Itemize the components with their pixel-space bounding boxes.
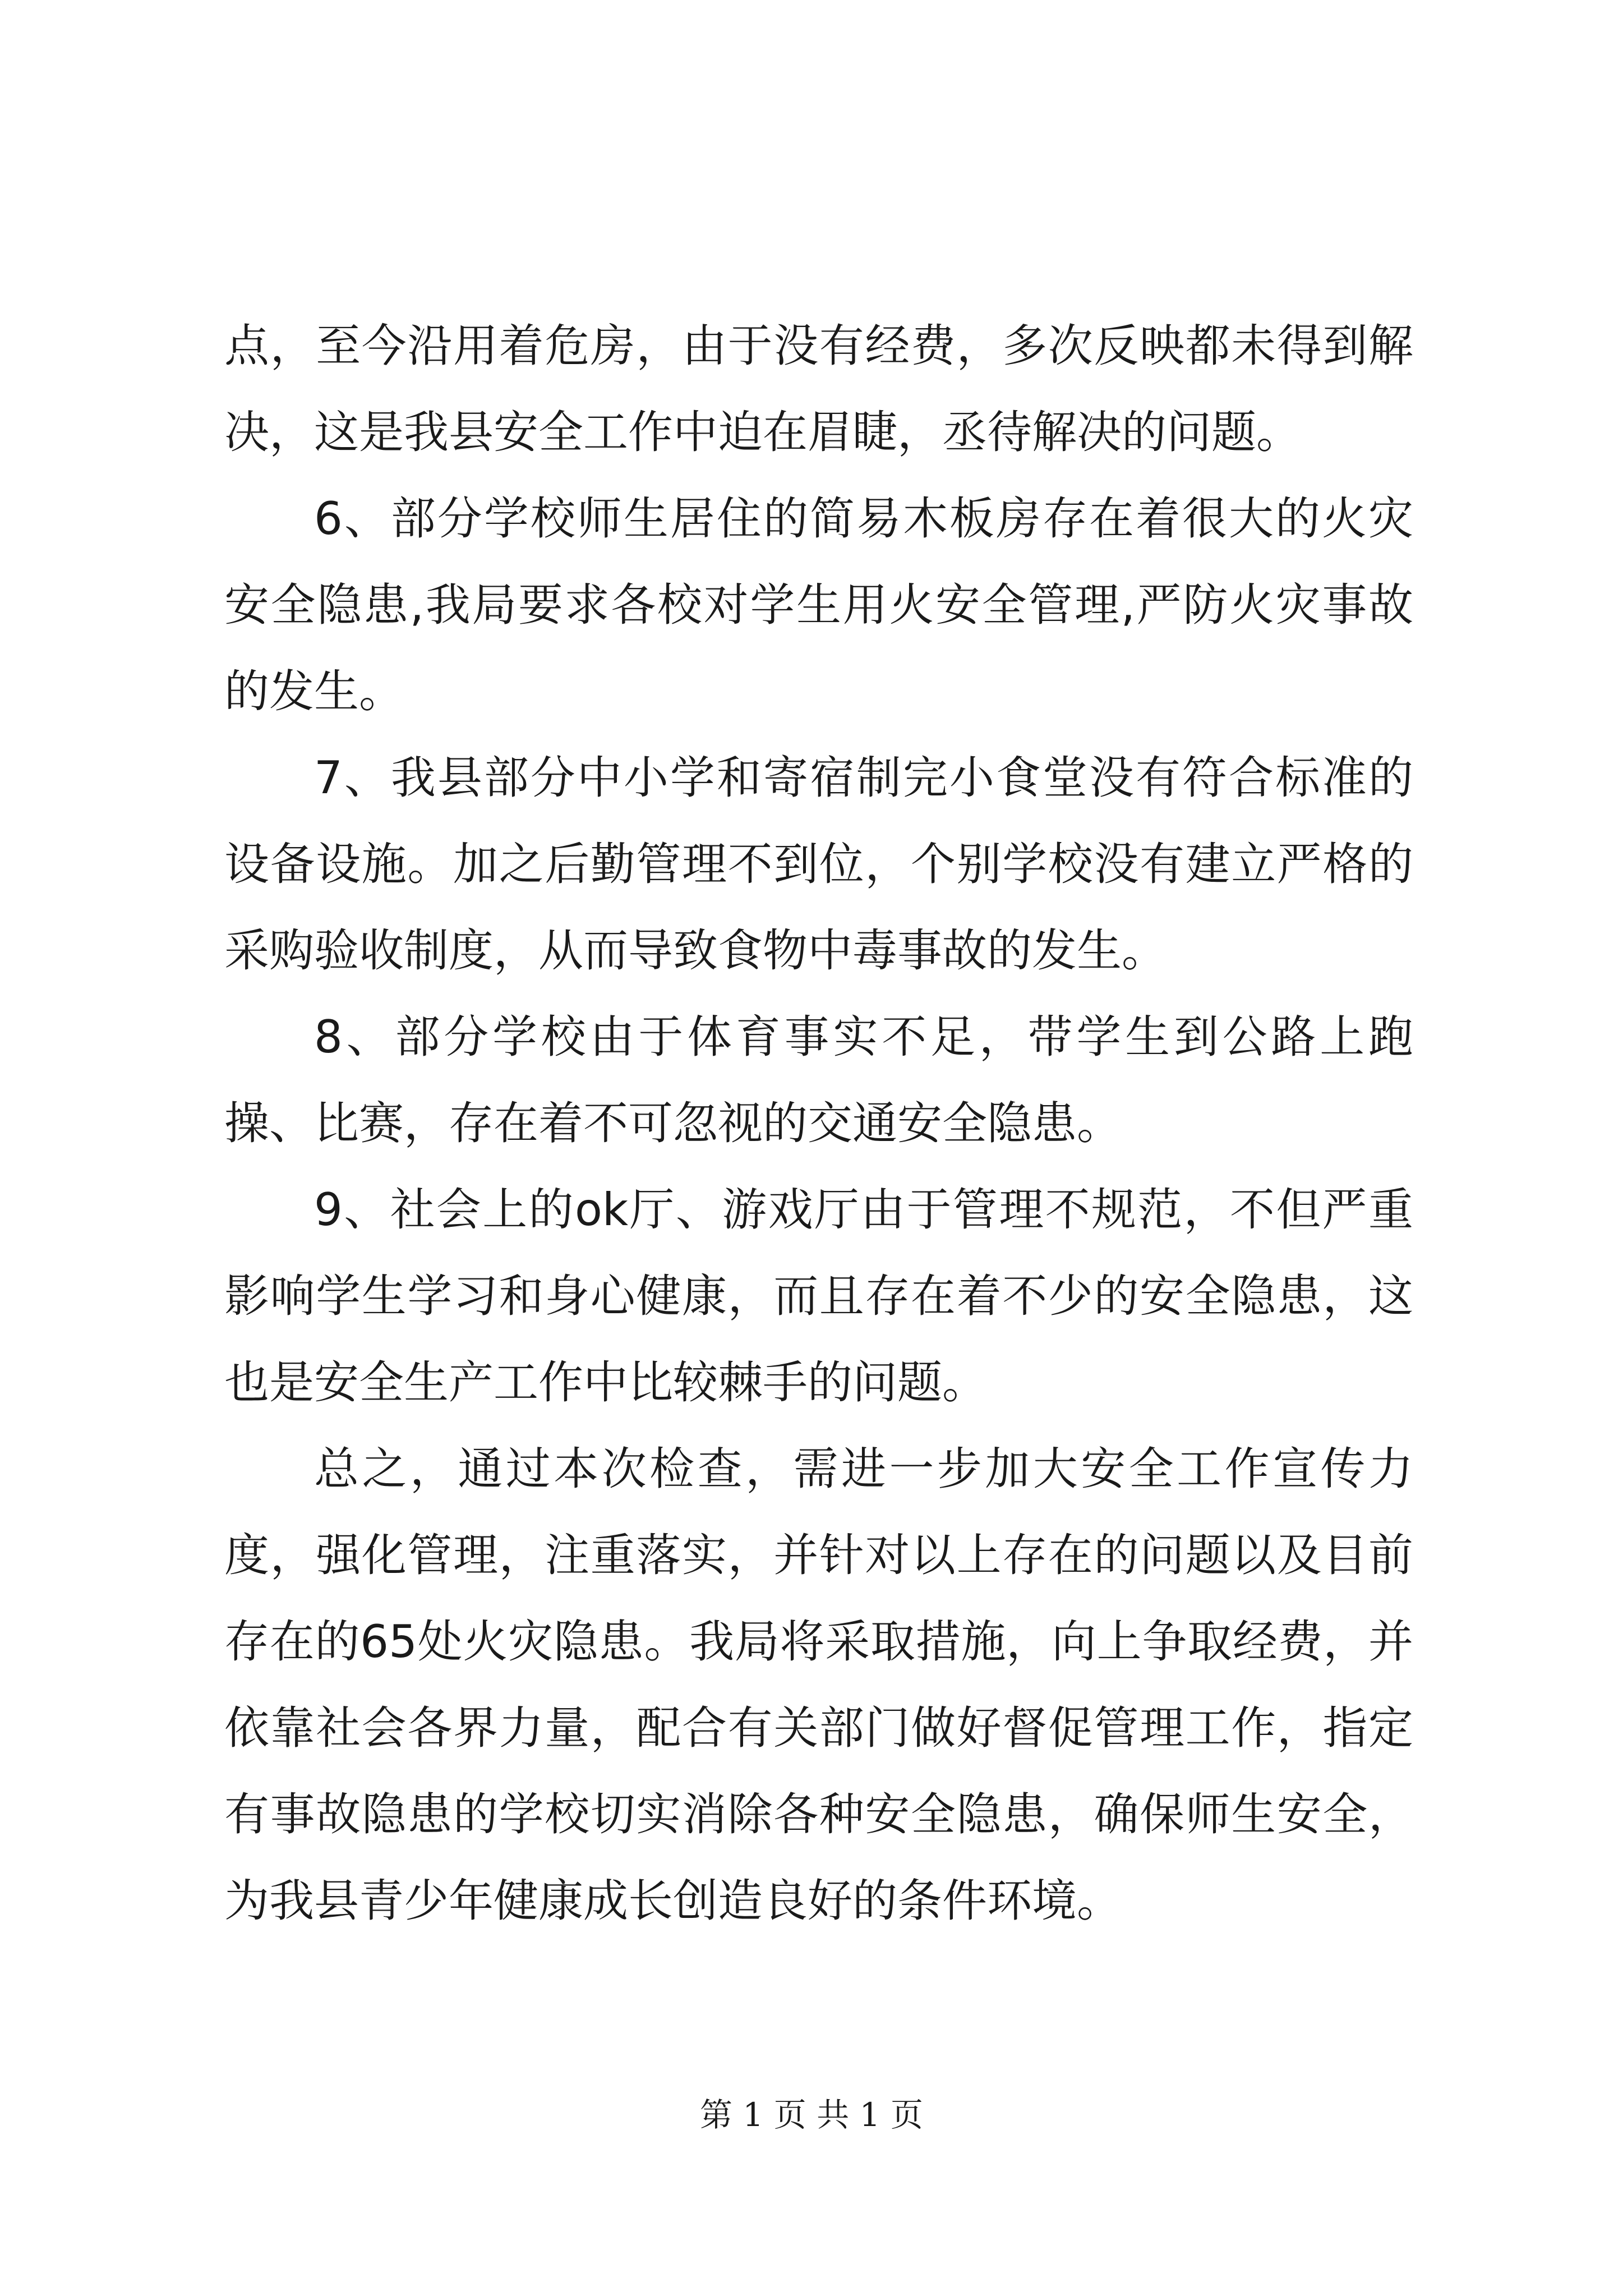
paragraph-item-6: 6、部分学校师生居住的简易木板房存在着很大的火灾安全隐患,我局要求各校对学生用火安全管理,严防火灾事故的发生。 xyxy=(224,493,1413,717)
page-number-footer: 第 1 页 共 1 页 xyxy=(700,2096,923,2134)
document-body xyxy=(224,303,1413,1944)
paragraph-summary: 总之，通过本次检查，需进一步加大安全工作宣传力度，强化管理，注重落实，并针对以上存在的问题以及目前存在的65处火灾隐患。我局将采取措施，向上争取经费，并依靠社会各界力量，配合有关部门做好督促管理工作，指定有事故隐患的学校切实消除各种安全隐患，确保师生安全，为我县青少年健康成长创造良好的条件环境。 xyxy=(224,1443,1413,1927)
paragraph-item-8: 8、部分学校由于体育事实不足，带学生到公路上跑操、比赛，存在着不可忽视的交通安全隐患。 xyxy=(224,1011,1413,1149)
paragraph-continuation: 点，至今沿用着危房，由于没有经费，多次反映都未得到解决，这是我县安全工作中迫在眉睫，丞待解决的问题。 xyxy=(224,320,1413,458)
paragraph-item-9: 9、社会上的ok厅、游戏厅由于管理不规范，不但严重影响学生学习和身心健康，而且存在着不少的安全隐患，这也是安全生产工作中比较棘手的问题。 xyxy=(224,1184,1413,1409)
paragraph-item-7: 7、我县部分中小学和寄宿制完小食堂没有符合标准的设备设施。加之后勤管理不到位，个别学校没有建立严格的采购验收制度，从而导致食物中毒事故的发生。 xyxy=(224,752,1413,977)
